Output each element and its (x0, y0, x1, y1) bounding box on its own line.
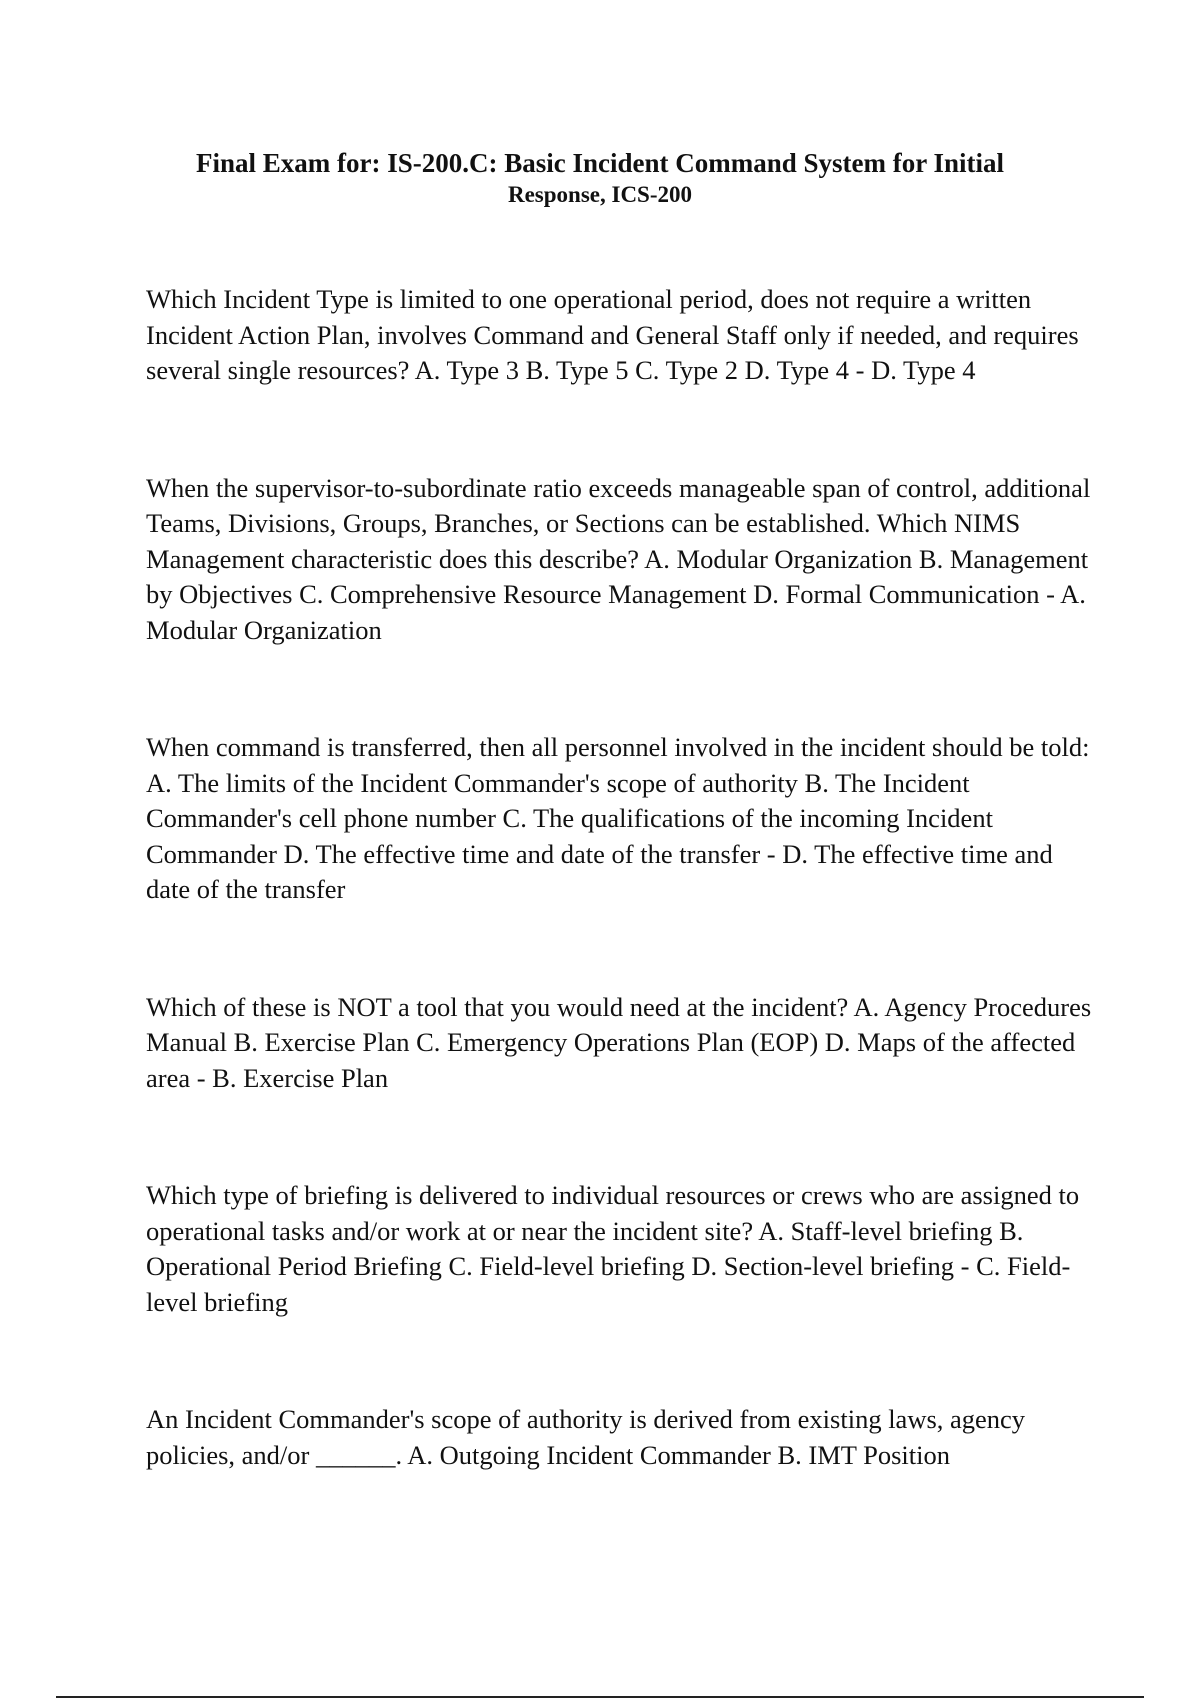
question-item: When command is transferred, then all personnel involved in the incident should be told: A. The limits of the Incident Commander's scope of authority B. The Incident Commander's cell phone number C. The qualifications of the incoming Incident Commander D. The effective time and date of the transfer - D. The effective time and date of the transfer (146, 732, 1090, 904)
question-item: Which Incident Type is limited to one operational period, does not require a written Incident Action Plan, involves Command and General Staff only if needed, and requires several single resources? A. Type 3 B. Type 5 C. Type 2 D. Type 4 - D. Type 4 (146, 284, 1079, 385)
question-item: An Incident Commander's scope of authority is derived from existing laws, agency policies, and/or ______. A. Outgoing Incident Commander B. IMT Position (146, 1404, 1026, 1470)
document-header (100, 146, 1100, 210)
exam-title: Final Exam for: IS-200.C: Basic Incident Command System for Initial (195, 148, 1004, 178)
exam-subtitle: Response, ICS-200 (507, 182, 693, 207)
question-item: Which of these is NOT a tool that you would need at the incident? A. Agency Procedures Manual B. Exercise Plan C. Emergency Operations Plan (EOP) D. Maps of the affected area - B. Exercise Plan (146, 991, 1092, 1093)
question-list (146, 282, 1096, 1555)
question-item: When the supervisor-to-subordinate ratio exceeds manageable span of control, additional Teams, Divisions, Groups, Branches, or Sections can be established. Which NIMS Management characteristic does this describe? A. Modular Organization B. Management by Objectives C. Comprehensive Resource Management D. Formal Communication - A. Modular Organization (146, 472, 1091, 645)
page-divider (56, 1696, 1144, 1698)
question-item: Which type of briefing is delivered to individual resources or crews who are assigned to operational tasks and/or work at or near the incident site? A. Staff-level briefing B. Operational Period Briefing C. Field-level briefing D. Section-level briefing - C. Field-level briefing (146, 1180, 1080, 1317)
